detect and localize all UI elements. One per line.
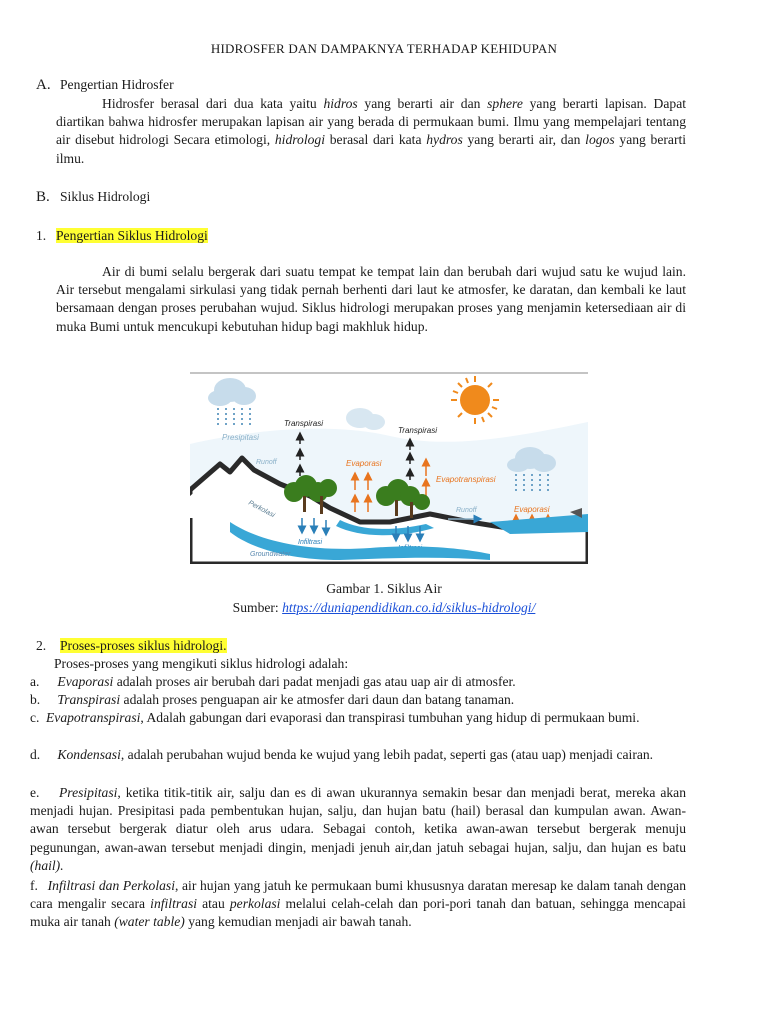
text-run: yang berarti air, dan xyxy=(467,132,581,148)
subsection-2-intro: Proses-proses yang mengikuti siklus hidrologi adalah: xyxy=(54,656,349,671)
label-transpirasi-2: Transpirasi xyxy=(398,426,437,435)
list-label: a. xyxy=(30,674,40,689)
term-perkolasi: perkolasi xyxy=(229,896,281,912)
subsection-1-heading xyxy=(36,227,208,245)
list-text: adalah proses air berubah dari padat menjadi gas atau uap air di atmosfer. xyxy=(116,674,516,689)
subsection-2-title: Proses-proses siklus hidrologi. xyxy=(60,638,227,653)
term-infiltrasi: infiltrasi xyxy=(150,896,198,912)
rain-left-icon xyxy=(218,408,250,428)
cloud-center-icon xyxy=(346,408,385,430)
term-logos: logos xyxy=(585,132,615,148)
list-label: e. xyxy=(30,785,40,800)
list-text: , adalah perubahan wujud benda ke wujud yang lebih padat, seperti gas (atau uap) menjadi cairan. xyxy=(120,747,654,762)
term-kondensasi: Kondensasi xyxy=(57,747,121,762)
term-infiltrasi-perkolasi: Infiltrasi dan Perkolasi xyxy=(47,878,175,893)
subsection-2-heading xyxy=(36,637,227,655)
list-text: atau xyxy=(202,896,225,912)
section-a-title: Pengertian Hidrosfer xyxy=(60,77,174,92)
list-label: d. xyxy=(30,747,41,762)
list-label: c. xyxy=(30,710,40,725)
sun-icon xyxy=(451,376,499,424)
text-run: yang berarti ilmu. xyxy=(56,132,687,166)
term-sphere: sphere xyxy=(487,96,523,111)
list-text: yang kemudian menjadi air bawah tanah. xyxy=(188,914,412,930)
list-text: , ketika titik-titik air, salju dan es di awan ukurannya semakin besar dan menjadi berat, mereka akan menjadi hujan. Presipitasi pada pembentukan hujan, salju, dan hujan batu (hail) berasal dan kumpulan awan. Awan-awan tersebut bergerak diatur oleh arus udara. Sebagai contoh, ketika awan-awan tersebut bergerak menuju pegunungan, awan-awan tersebut menjadi dingin, menjadi jenuh air,dan jatuh sebagai hujan, salju, dan hujan es batu xyxy=(30,785,686,855)
term-hail: (hail). xyxy=(30,857,64,873)
subsection-1-title: Pengertian Siklus Hidrologi xyxy=(56,228,208,243)
source-label: Sumber: xyxy=(232,600,279,615)
text-run: yang berarti air dan xyxy=(364,96,481,111)
page-title: HIDROSFER DAN DAMPAKNYA TERHADAP KEHIDUPAN xyxy=(210,41,558,56)
label-evaporasi-2: Evaporasi xyxy=(514,505,550,514)
subsection-2-number: 2. xyxy=(36,638,47,653)
section-a-paragraph xyxy=(56,95,686,168)
list-item-c xyxy=(30,709,686,727)
label-groundwater: Groundwater xyxy=(250,551,291,558)
term-transpirasi: Transpirasi xyxy=(57,692,121,707)
text-run: Hidrosfer berasal dari dua kata yaitu xyxy=(102,96,317,111)
water-cycle-figure xyxy=(190,372,588,564)
section-b-heading xyxy=(36,188,150,206)
section-a-heading xyxy=(36,76,174,94)
source-link[interactable]: https://duniapendidikan.co.id/siklus-hidrologi/ xyxy=(282,600,536,615)
list-item-f xyxy=(30,877,686,932)
list-item-d xyxy=(30,746,686,764)
label-runoff-1: Runoff xyxy=(256,459,277,466)
figure-source xyxy=(0,599,768,617)
list-item-b xyxy=(30,691,686,709)
list-text: , Adalah gabungan dari evaporasi dan transpirasi tumbuhan yang hidup di permukaan bumi. xyxy=(140,710,640,725)
term-hidrologi: hidrologi xyxy=(274,132,325,148)
figure-caption: Gambar 1. Siklus Air xyxy=(326,581,442,596)
list-item-e xyxy=(30,784,686,875)
section-a-letter: A. xyxy=(36,77,51,93)
list-text: adalah proses penguapan air ke atmosfer dari daun dan batang tanaman. xyxy=(123,692,515,707)
label-presipitasi: Presipitasi xyxy=(222,433,259,442)
section-b-title: Siklus Hidrologi xyxy=(60,189,151,204)
list-item-a xyxy=(30,673,686,691)
list-text: melalui celah-celah dan pori-pori tanah dan batuan, sehingga mencapai muka air tanah xyxy=(30,896,686,930)
label-evaporasi-1: Evaporasi xyxy=(346,459,382,468)
text-run: berasal dari kata xyxy=(329,132,422,148)
term-hidros: hidros xyxy=(323,96,358,111)
section-b-letter: B. xyxy=(36,189,50,205)
label-transpirasi-1: Transpirasi xyxy=(284,419,323,428)
cloud-left-icon xyxy=(208,378,256,406)
subsection-1-paragraph: Air di bumi selalu bergerak dari suatu tempat ke tempat lain dan berubah dari wujud satu ke wujud lain. Air tersebut mengalami sirkulasi yang tidak pernah berhenti dari laut ke atmosfer, ke daratan, dan kembali ke laut bersamaan dengan proses perubahan wujud. Siklus hidrologi merupakan proses yang menjamin ketersediaan air di muka Bumi untuk mencukupi kebutuhan hidup bagi makhluk hidup. xyxy=(56,264,686,334)
term-hydros: hydros xyxy=(426,132,463,148)
list-text: , air hujan yang jatuh ke permukaan bumi khususnya daratan meresap ke dalam tanah dengan cara mengalir secara xyxy=(30,878,686,912)
water-cycle-illustration xyxy=(190,372,588,564)
list-label: b. xyxy=(30,692,41,707)
label-runoff-2: Runoff xyxy=(456,507,477,514)
term-evaporasi: Evaporasi xyxy=(57,674,114,689)
subsection-1-number: 1. xyxy=(36,228,47,243)
text-run: yang berarti lapisan. Dapat diartikan bahwa hidrosfer merupakan lapisan air yang berada di permukaan bumi. Ilmu yang mempelajari tentang air disebut hidrologi Secara etimologi, xyxy=(56,96,686,148)
term-presipitasi: Presipitasi xyxy=(58,785,118,800)
list-label: f. xyxy=(30,878,38,893)
label-infiltrasi-1: Infiltrasi xyxy=(298,539,323,546)
label-perkolasi: Perkolasi xyxy=(247,499,276,520)
term-water-table: (water table) xyxy=(114,914,185,930)
term-evapotranspirasi: Evapotranspirasi xyxy=(46,710,141,725)
label-evapotranspirasi: Evapotranspirasi xyxy=(436,475,496,484)
